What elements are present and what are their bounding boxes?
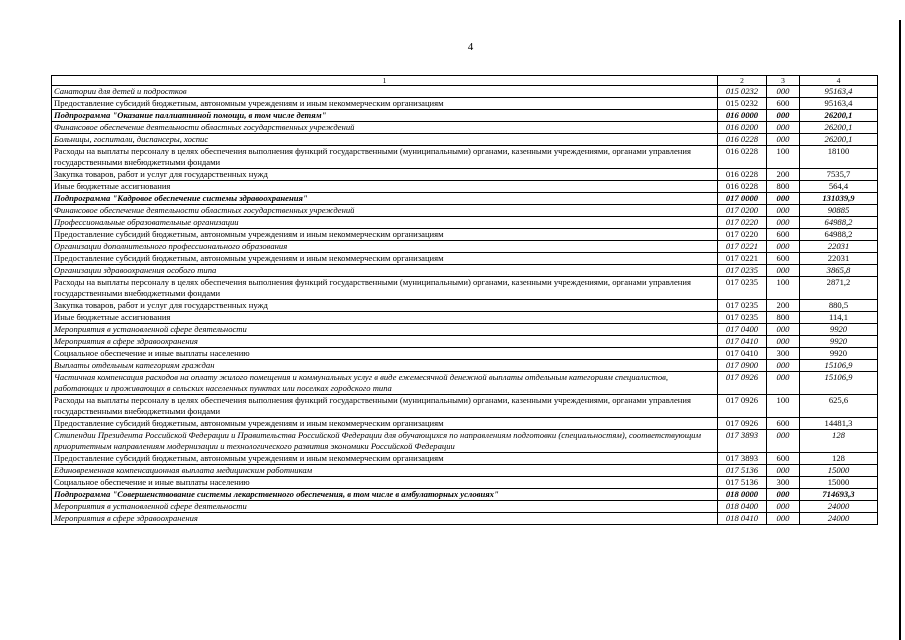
- row-name-cell: Финансовое обеспечение деятельности областных государственных учреждений: [52, 122, 718, 134]
- table-row: [52, 277, 878, 300]
- table-row: [52, 134, 878, 146]
- table-row: [52, 110, 878, 122]
- table-row: [52, 489, 878, 501]
- row-sum-cell: 128: [800, 453, 878, 465]
- row-code-cell: 017 0220: [718, 217, 767, 229]
- table-row: [52, 86, 878, 98]
- row-expense-type-cell: 600: [767, 453, 800, 465]
- row-expense-type-cell: 300: [767, 348, 800, 360]
- table-row: [52, 360, 878, 372]
- row-expense-type-cell: 000: [767, 430, 800, 453]
- row-name-cell: Частичная компенсация расходов на оплату жилого помещения и коммунальных услуг в виде ежемесячной денежной выплаты отдельным категориям специалистов, работающих и проживающих в сельских населенных пунктах или поселках городского типа: [52, 372, 718, 395]
- row-expense-type-cell: 300: [767, 477, 800, 489]
- table-row: [52, 430, 878, 453]
- row-expense-type-cell: 000: [767, 360, 800, 372]
- row-name-cell: Расходы на выплаты персоналу в целях обеспечения выполнения функций государственными (муниципальными) органами, казенными учреждениями, органами управления государственными внебюджетными фондами: [52, 146, 718, 169]
- row-sum-cell: 15000: [800, 477, 878, 489]
- row-code-cell: 016 0228: [718, 134, 767, 146]
- row-expense-type-cell: 100: [767, 277, 800, 300]
- table-row: [52, 312, 878, 324]
- row-name-cell: Стипендии Президента Российской Федерации и Правительства Российской Федерации для обучающихся по направлениям подготовки (специальностям), соответствующим приоритетным направлениям модернизации и технологического развития экономики Российской Федерации: [52, 430, 718, 453]
- row-sum-cell: 15106,9: [800, 360, 878, 372]
- table-row: [52, 477, 878, 489]
- row-name-cell: Иные бюджетные ассигнования: [52, 312, 718, 324]
- row-sum-cell: 714693,3: [800, 489, 878, 501]
- row-name-cell: Санатории для детей и подростков: [52, 86, 718, 98]
- table-row: [52, 513, 878, 525]
- row-code-cell: 017 0235: [718, 265, 767, 277]
- header-cell-sum: 4: [800, 76, 878, 86]
- row-sum-cell: 128: [800, 430, 878, 453]
- row-sum-cell: 95163,4: [800, 86, 878, 98]
- table-row: [52, 122, 878, 134]
- row-expense-type-cell: 000: [767, 110, 800, 122]
- row-expense-type-cell: 000: [767, 134, 800, 146]
- row-name-cell: Организации дополнительного профессионального образования: [52, 241, 718, 253]
- row-expense-type-cell: 000: [767, 465, 800, 477]
- row-sum-cell: 14481,3: [800, 418, 878, 430]
- row-name-cell: Мероприятия в установленной сфере деятельности: [52, 501, 718, 513]
- row-code-cell: 017 3893: [718, 453, 767, 465]
- row-sum-cell: 26200,1: [800, 134, 878, 146]
- header-cell-expense-type: 3: [767, 76, 800, 86]
- row-sum-cell: 26200,1: [800, 110, 878, 122]
- table-row: [52, 146, 878, 169]
- row-name-cell: Предоставление субсидий бюджетным, автономным учреждениям и иным некоммерческим организациям: [52, 98, 718, 110]
- row-code-cell: 016 0228: [718, 181, 767, 193]
- row-sum-cell: 2871,2: [800, 277, 878, 300]
- row-sum-cell: 9920: [800, 336, 878, 348]
- row-code-cell: 017 3893: [718, 430, 767, 453]
- row-code-cell: 017 0410: [718, 348, 767, 360]
- table-row: [52, 324, 878, 336]
- table-row: [52, 418, 878, 430]
- page-number: 4: [467, 41, 474, 53]
- row-code-cell: 017 5136: [718, 465, 767, 477]
- row-expense-type-cell: 600: [767, 253, 800, 265]
- row-code-cell: 016 0228: [718, 146, 767, 169]
- table-row: [52, 98, 878, 110]
- row-name-cell: Мероприятия в сфере здравоохранения: [52, 513, 718, 525]
- row-code-cell: 017 0221: [718, 241, 767, 253]
- row-expense-type-cell: 000: [767, 372, 800, 395]
- row-name-cell: Подпрограмма "Оказание паллиативной помощи, в том числе детям": [52, 110, 718, 122]
- table-row: [52, 372, 878, 395]
- row-name-cell: Предоставление субсидий бюджетным, автономным учреждениям и иным некоммерческим организациям: [52, 453, 718, 465]
- budget-table: [51, 75, 878, 525]
- row-code-cell: 018 0400: [718, 501, 767, 513]
- row-sum-cell: 15106,9: [800, 372, 878, 395]
- row-expense-type-cell: 000: [767, 193, 800, 205]
- row-sum-cell: 26200,1: [800, 122, 878, 134]
- table-row: [52, 395, 878, 418]
- table-row: [52, 336, 878, 348]
- row-name-cell: Социальное обеспечение и иные выплаты населению: [52, 477, 718, 489]
- row-name-cell: Предоставление субсидий бюджетным, автономным учреждениям и иным некоммерческим организациям: [52, 418, 718, 430]
- table-row: [52, 453, 878, 465]
- row-sum-cell: 7535,7: [800, 169, 878, 181]
- row-code-cell: 016 0000: [718, 110, 767, 122]
- row-expense-type-cell: 800: [767, 181, 800, 193]
- table-header-row: [52, 76, 878, 86]
- table-row: [52, 465, 878, 477]
- row-code-cell: 017 0235: [718, 277, 767, 300]
- table-row: [52, 193, 878, 205]
- row-name-cell: Закупка товаров, работ и услуг для государственных нужд: [52, 300, 718, 312]
- row-expense-type-cell: 200: [767, 169, 800, 181]
- row-name-cell: Расходы на выплаты персоналу в целях обеспечения выполнения функций государственными (муниципальными) органами, казенными учреждениями, органами управления государственными внебюджетными фондами: [52, 395, 718, 418]
- row-sum-cell: 3865,8: [800, 265, 878, 277]
- row-expense-type-cell: 000: [767, 217, 800, 229]
- row-code-cell: 017 0000: [718, 193, 767, 205]
- table-row: [52, 265, 878, 277]
- row-expense-type-cell: 600: [767, 418, 800, 430]
- row-sum-cell: 22031: [800, 241, 878, 253]
- row-name-cell: Организации здравоохранения особого типа: [52, 265, 718, 277]
- row-sum-cell: 24000: [800, 513, 878, 525]
- row-name-cell: Финансовое обеспечение деятельности областных государственных учреждений: [52, 205, 718, 217]
- row-name-cell: Выплаты отдельным категориям граждан: [52, 360, 718, 372]
- row-expense-type-cell: 000: [767, 324, 800, 336]
- header-cell-name: 1: [52, 76, 718, 86]
- row-sum-cell: 114,1: [800, 312, 878, 324]
- page-edge-rule: [899, 20, 901, 640]
- row-sum-cell: 18100: [800, 146, 878, 169]
- row-expense-type-cell: 000: [767, 122, 800, 134]
- row-expense-type-cell: 000: [767, 513, 800, 525]
- row-sum-cell: 64988,2: [800, 217, 878, 229]
- row-expense-type-cell: 100: [767, 395, 800, 418]
- row-sum-cell: 24000: [800, 501, 878, 513]
- row-name-cell: Подпрограмма "Кадровое обеспечение системы здравоохранения": [52, 193, 718, 205]
- row-sum-cell: 64988,2: [800, 229, 878, 241]
- row-expense-type-cell: 000: [767, 336, 800, 348]
- table-row: [52, 501, 878, 513]
- row-code-cell: 017 0400: [718, 324, 767, 336]
- table-row: [52, 169, 878, 181]
- row-expense-type-cell: 000: [767, 86, 800, 98]
- row-code-cell: 016 0228: [718, 169, 767, 181]
- row-code-cell: 017 0410: [718, 336, 767, 348]
- budget-table-body: [52, 76, 878, 525]
- table-row: [52, 181, 878, 193]
- row-name-cell: Закупка товаров, работ и услуг для государственных нужд: [52, 169, 718, 181]
- row-expense-type-cell: 100: [767, 146, 800, 169]
- row-code-cell: 017 0235: [718, 300, 767, 312]
- table-row: [52, 205, 878, 217]
- row-code-cell: 017 0235: [718, 312, 767, 324]
- row-sum-cell: 564,4: [800, 181, 878, 193]
- row-expense-type-cell: 200: [767, 300, 800, 312]
- row-sum-cell: 22031: [800, 253, 878, 265]
- table-row: [52, 300, 878, 312]
- row-expense-type-cell: 000: [767, 205, 800, 217]
- row-sum-cell: 131039,9: [800, 193, 878, 205]
- header-cell-code: 2: [718, 76, 767, 86]
- row-code-cell: 015 0232: [718, 98, 767, 110]
- row-name-cell: Предоставление субсидий бюджетным, автономным учреждениям и иным некоммерческим организациям: [52, 253, 718, 265]
- row-sum-cell: 15000: [800, 465, 878, 477]
- row-expense-type-cell: 000: [767, 489, 800, 501]
- row-code-cell: 017 0200: [718, 205, 767, 217]
- row-code-cell: 017 0926: [718, 372, 767, 395]
- row-name-cell: Расходы на выплаты персоналу в целях обеспечения выполнения функций государственными (муниципальными) органами, казенными учреждениями, органами управления государственными внебюджетными фондами: [52, 277, 718, 300]
- row-expense-type-cell: 000: [767, 501, 800, 513]
- row-name-cell: Иные бюджетные ассигнования: [52, 181, 718, 193]
- row-expense-type-cell: 600: [767, 98, 800, 110]
- row-name-cell: Предоставление субсидий бюджетным, автономным учреждениям и иным некоммерческим организациям: [52, 229, 718, 241]
- row-name-cell: Профессиональные образовательные организации: [52, 217, 718, 229]
- row-name-cell: Единовременная компенсационная выплата медицинским работникам: [52, 465, 718, 477]
- row-code-cell: 017 0926: [718, 395, 767, 418]
- row-code-cell: 017 0900: [718, 360, 767, 372]
- row-code-cell: 018 0410: [718, 513, 767, 525]
- row-sum-cell: 625,6: [800, 395, 878, 418]
- table-row: [52, 253, 878, 265]
- row-name-cell: Мероприятия в установленной сфере деятельности: [52, 324, 718, 336]
- row-code-cell: 017 0221: [718, 253, 767, 265]
- table-row: [52, 348, 878, 360]
- row-expense-type-cell: 600: [767, 229, 800, 241]
- table-row: [52, 229, 878, 241]
- row-name-cell: Мероприятия в сфере здравоохранения: [52, 336, 718, 348]
- row-code-cell: 017 0926: [718, 418, 767, 430]
- row-sum-cell: 9920: [800, 324, 878, 336]
- row-code-cell: 016 0200: [718, 122, 767, 134]
- table-row: [52, 217, 878, 229]
- row-code-cell: 018 0000: [718, 489, 767, 501]
- row-code-cell: 015 0232: [718, 86, 767, 98]
- row-name-cell: Подпрограмма "Совершенствование системы лекарственного обеспечения, в том числе в амбулаторных условиях": [52, 489, 718, 501]
- row-sum-cell: 95163,4: [800, 98, 878, 110]
- row-sum-cell: 90885: [800, 205, 878, 217]
- row-name-cell: Социальное обеспечение и иные выплаты населению: [52, 348, 718, 360]
- row-sum-cell: 9920: [800, 348, 878, 360]
- row-expense-type-cell: 000: [767, 265, 800, 277]
- row-name-cell: Больницы, госпитали, диспансеры, хоспис: [52, 134, 718, 146]
- table-row: [52, 241, 878, 253]
- row-code-cell: 017 0220: [718, 229, 767, 241]
- row-sum-cell: 880,5: [800, 300, 878, 312]
- row-expense-type-cell: 800: [767, 312, 800, 324]
- row-expense-type-cell: 000: [767, 241, 800, 253]
- row-code-cell: 017 5136: [718, 477, 767, 489]
